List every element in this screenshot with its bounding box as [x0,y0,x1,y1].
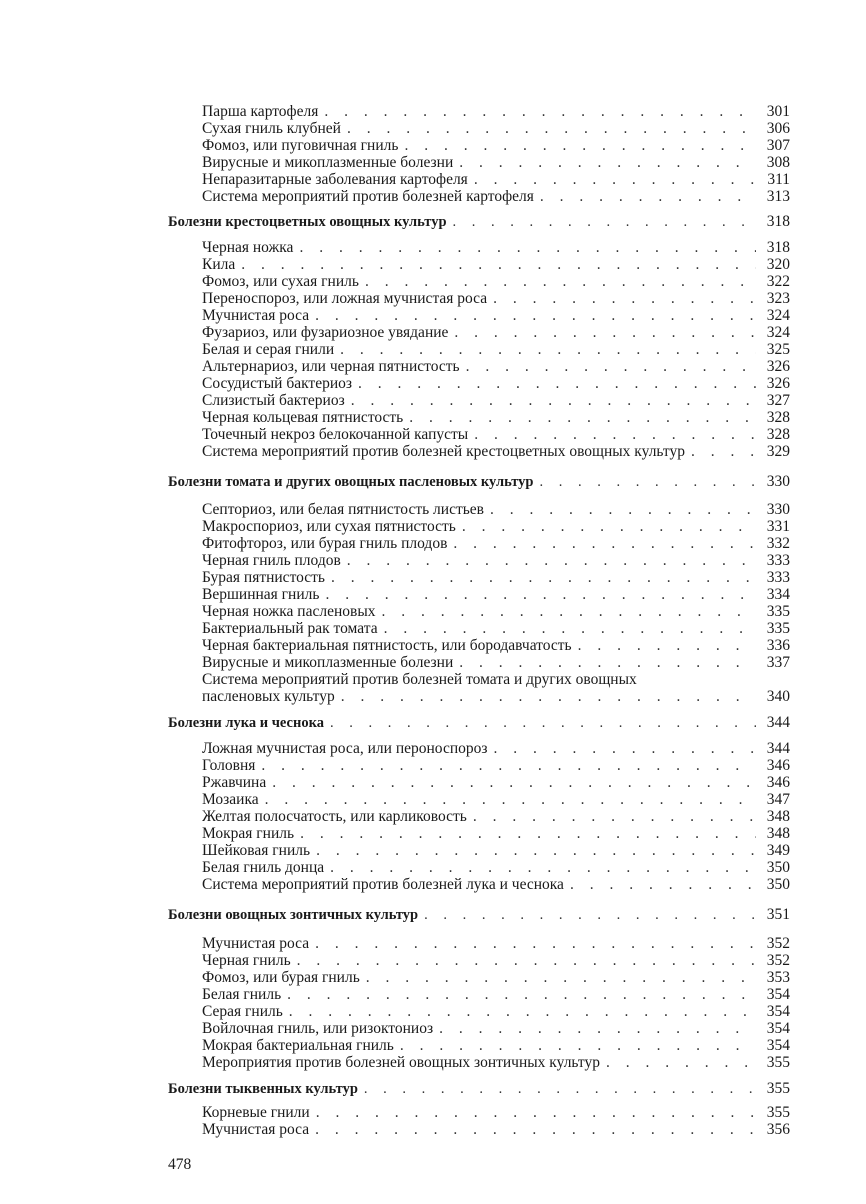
toc-entry-page: 311 [767,171,790,188]
toc-entry-title: Вирусные и микоплазменные болезни [202,654,454,671]
toc-entry-page: 354 [766,1020,790,1037]
dot-leader [474,426,756,444]
dot-leader [364,1080,756,1098]
dot-leader [365,273,756,291]
toc-entry [202,791,790,809]
toc-section-heading [168,906,790,924]
toc-entry-title: Болезни тыквенных культур [168,1081,358,1097]
dot-leader [366,969,756,987]
dot-leader [316,842,756,860]
toc-entry-page: 333 [766,552,790,569]
toc-entry-title: Черная ножка [202,239,294,256]
dot-leader [454,324,756,342]
toc-entry-title: Черная бактериальная пятнистость, или бородавчатость [202,637,572,654]
toc-entry-title: Сосудистый бактериоз [202,375,353,392]
toc-entry [202,426,790,444]
toc-entry-title: Фомоз, или бурая гниль [202,969,360,986]
dot-leader [315,1121,756,1139]
dot-leader [453,535,756,553]
toc-entry-title: Кила [202,256,236,273]
toc-entry-title: Вирусные и микоплазменные болезни [202,154,454,171]
toc-entry [202,290,790,308]
toc-entry-title: Мучнистая роса [202,307,310,324]
toc-entry [202,637,790,655]
toc-entry-page: 332 [766,535,790,552]
toc-entry-title: Бактериальный рак томата [202,620,378,637]
dot-leader [351,392,756,410]
toc-entry-title: Белая гниль [202,986,282,1003]
toc-entry-page: 351 [766,906,790,923]
toc-entry-page: 326 [766,375,790,392]
toc-entry [202,188,790,206]
toc-entry [202,825,790,843]
toc-entry [202,256,790,274]
toc-entry-page: 333 [766,569,790,586]
toc-entry-page: 326 [766,358,790,375]
dot-leader [299,239,756,257]
toc-entry-page: 347 [766,791,790,808]
toc-entry [202,392,790,410]
toc-entry [202,586,790,604]
toc-entry [202,137,790,155]
toc-entry [202,842,790,860]
toc-entry-title: Болезни овощных зонтичных культур [168,907,419,923]
toc-entry-page: 340 [766,688,790,705]
toc-entry [202,239,790,257]
toc-entry-title: Болезни крестоцветных овощных культур [168,214,447,230]
dot-leader [315,307,756,325]
toc-entry-page: 313 [766,188,790,205]
toc-entry-title: Мокрая гниль [202,825,295,842]
toc-entry [202,569,790,587]
dot-leader [272,774,756,792]
toc-entry-page: 354 [766,1037,790,1054]
toc-entry-page: 318 [766,213,790,230]
toc-entry-page: 330 [766,473,790,490]
toc-entry-page: 355 [766,1080,790,1097]
toc-entry [202,409,790,427]
toc-entry [202,688,790,706]
toc-entry-page: 352 [766,935,790,952]
toc-entry-page: 323 [766,290,790,307]
dot-leader [490,501,756,519]
toc-entry [202,1121,790,1139]
toc-entry-title: Черная ножка пасленовых [202,603,376,620]
toc-entry-title: Система мероприятий против болезней картофеля [202,188,534,205]
toc-entry-page: 356 [766,1121,790,1138]
toc-entry-title: Парша картофеля [202,103,319,120]
toc-entry [202,307,790,325]
toc-entry-title: Корневые гнили [202,1104,310,1121]
toc-entry-title: Мучнистая роса [202,1121,310,1138]
dot-leader [261,757,756,775]
toc-entry-title: Мозаика [202,791,259,808]
toc-entry-page: 344 [766,740,790,757]
toc-entry-title: Вершинная гниль [202,586,320,603]
toc-entry [202,757,790,775]
toc-section-heading [168,473,790,491]
dot-leader [316,1104,756,1122]
toc-entry [202,620,790,638]
dot-leader [474,171,756,189]
toc-entry-page: 301 [766,103,790,120]
toc-entry [202,671,790,689]
toc-entry [202,876,790,894]
toc-entry [202,740,790,758]
dot-leader [459,154,756,172]
toc-entry-title: Войлочная гниль, или ризоктониоз [202,1020,434,1037]
toc-entry [202,358,790,376]
toc-entry-page: 322 [766,273,790,290]
toc-entry [202,103,790,121]
toc-entry-page: 348 [766,825,790,842]
dot-leader [358,375,756,393]
dot-leader [539,473,756,491]
dot-leader [340,341,756,359]
toc-entry-title: Система мероприятий против болезней лука и чеснока [202,876,564,893]
toc-entry [202,518,790,536]
toc-entry-title: Фомоз, или пуговичная гниль [202,137,399,154]
toc-entry [202,443,790,461]
toc-entry [202,1003,790,1021]
toc-entry [202,1054,790,1072]
dot-leader [494,740,757,758]
toc-entry-page: 350 [766,876,790,893]
toc-entry-title: Белая и серая гнили [202,341,335,358]
dot-leader [466,358,756,376]
toc-entry-title: Макроспориоз, или сухая пятнистость [202,518,456,535]
toc-entry-page: 307 [766,137,790,154]
toc-entry [202,324,790,342]
dot-leader [453,213,756,231]
dot-leader [540,188,756,206]
toc-entry-title: Альтернариоз, или черная пятнистость [202,358,460,375]
toc-entry-page: 335 [766,620,790,637]
toc-entry-page: 334 [766,586,790,603]
toc-entry-page: 355 [766,1054,790,1071]
toc-entry-page: 327 [766,392,790,409]
toc-entry-page: 320 [766,256,790,273]
toc-entry-title: Фитофтороз, или бурая гниль плодов [202,535,448,552]
dot-leader [691,443,756,461]
toc-entry-page: 324 [766,324,790,341]
toc-entry [202,171,790,189]
toc-entry [202,535,790,553]
toc-entry-title: Бурая пятнистость [202,569,325,586]
toc-entry-title: Ржавчина [202,774,267,791]
dot-leader [341,688,756,706]
toc-entry-page: 318 [766,239,790,256]
toc-entry-title: Болезни томата и других овощных пасленовых культур [168,474,534,490]
dot-leader [330,859,756,877]
dot-leader [315,935,756,953]
toc-entry-title: Система мероприятий против болезней крестоцветных овощных культур [202,443,685,460]
toc-entry [202,774,790,792]
toc-entry-title: Фузариоз, или фузариозное увядание [202,324,449,341]
toc-entry [202,120,790,138]
dot-leader [330,714,756,732]
toc-entry-title: Фомоз, или сухая гниль [202,273,359,290]
toc-entry-title: Мероприятия против болезней овощных зонтичных культур [202,1054,600,1071]
toc-entry-title: Сухая гниль клубней [202,120,341,137]
toc-entry-page: 335 [766,603,790,620]
dot-leader [289,1003,756,1021]
toc-entry-title: Мокрая бактериальная гниль [202,1037,394,1054]
toc-entry [202,154,790,172]
toc-entry [202,501,790,519]
toc-entry-page: 344 [766,714,790,731]
toc-entry-page: 330 [766,501,790,518]
toc-entry [202,859,790,877]
toc-entry-title: пасленовых культур [202,688,335,705]
toc-entry-page: 325 [766,341,790,358]
toc-entry [202,969,790,987]
toc-entry-page: 348 [766,808,790,825]
dot-leader [297,952,756,970]
dot-leader [404,137,756,155]
toc-entry-page: 349 [766,842,790,859]
toc-entry-title: Черная кольцевая пятнистость [202,409,404,426]
toc-entry-title: Шейковая гниль [202,842,311,859]
dot-leader [325,586,756,604]
toc-entry [202,952,790,970]
dot-leader [459,654,756,672]
toc-entry-title: Черная гниль [202,952,291,969]
toc-section-heading [168,1080,790,1098]
toc-entry-page: 346 [766,757,790,774]
toc-entry-page: 328 [766,426,790,443]
toc-entry [202,1037,790,1055]
toc-entry-page: 355 [766,1104,790,1121]
toc-entry-title: Септориоз, или белая пятнистость листьев [202,501,484,518]
toc-entry-page: 337 [766,654,790,671]
dot-leader [570,876,756,894]
toc-entry-title: Головня [202,757,256,774]
toc-entry [202,375,790,393]
dot-leader [347,552,756,570]
toc-entry-title: Болезни лука и чеснока [168,715,324,731]
toc-entry-page: 350 [766,859,790,876]
dot-leader [400,1037,756,1055]
toc-entry [202,552,790,570]
toc-entry-title: Непаразитарные заболевания картофеля [202,171,468,188]
toc-entry-page: 306 [766,120,790,137]
page-number: 478 [168,1156,192,1173]
toc-entry-page: 324 [766,307,790,324]
toc-entry [202,1020,790,1038]
toc-entry-page: 354 [766,1003,790,1020]
toc-section-heading [168,714,790,732]
toc-entry-title: Мучнистая роса [202,935,310,952]
toc-entry-page: 353 [766,969,790,986]
toc-entry-title: Белая гниль донца [202,859,325,876]
toc-entry-title: Ложная мучнистая роса, или пероноспороз [202,740,488,757]
dot-leader [439,1020,756,1038]
toc-entry [202,603,790,621]
toc-entry-title: Система мероприятий против болезней томата и других овощных [202,671,637,688]
toc-entry [202,808,790,826]
toc-entry-page: 354 [766,986,790,1003]
toc-entry-title: Желтая полосчатость, или карликовость [202,808,467,825]
toc-entry-page: 336 [766,637,790,654]
toc-section-heading [168,213,790,231]
toc-entry [202,654,790,672]
dot-leader [606,1054,756,1072]
dot-leader [347,120,756,138]
toc-entry [202,273,790,291]
toc-entry-title: Точечный некроз белокочанной капусты [202,426,469,443]
dot-leader [424,906,756,924]
toc-entry-title: Серая гниль [202,1003,283,1020]
toc-entry-page: 331 [766,518,790,535]
toc-entry-page: 329 [766,443,790,460]
toc-entry-page: 352 [766,952,790,969]
toc-entry-title: Черная гниль плодов [202,552,341,569]
dot-leader [287,986,756,1004]
dot-leader [409,409,756,427]
toc-entry [202,341,790,359]
dot-leader [382,603,757,621]
toc-entry [202,986,790,1004]
dot-leader [300,825,756,843]
toc-entry-title: Слизистый бактериоз [202,392,345,409]
toc-entry-page: 308 [766,154,790,171]
toc-entry-page: 346 [766,774,790,791]
dot-leader [265,791,756,809]
toc-entry-page: 328 [766,409,790,426]
dot-leader [473,808,756,826]
dot-leader [384,620,756,638]
dot-leader [493,290,756,308]
dot-leader [241,256,756,274]
toc-entry [202,1104,790,1122]
dot-leader [324,103,756,121]
dot-leader [462,518,756,536]
toc-entry-title: Переноспороз, или ложная мучнистая роса [202,290,488,307]
dot-leader [578,637,756,655]
dot-leader [331,569,756,587]
toc-entry [202,935,790,953]
